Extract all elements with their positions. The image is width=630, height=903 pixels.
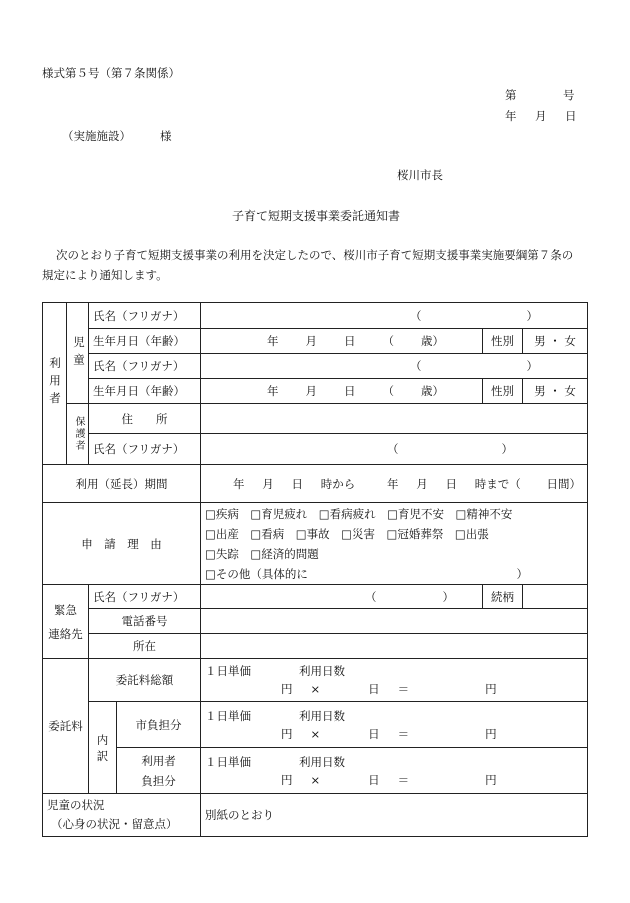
reason-row-1 — [205, 504, 583, 524]
guardian-label-cell: 保護者 — [67, 404, 89, 465]
child-status-label: 児童の状況 （心身の状況・留意点） — [43, 794, 201, 837]
child-label-cell: 児童 — [67, 303, 89, 404]
checkbox-nursing-fatigue[interactable]: □看病疲れ — [318, 506, 376, 521]
fee-total-field[interactable]: １日単価 利用日数 円 × 日 ＝ 円 — [201, 659, 588, 702]
child2-sex-label: 性別 — [483, 379, 523, 404]
body-line-2: 規定により通知します。 — [42, 268, 168, 282]
reason-row-other: □その他（具体的に ） — [205, 564, 583, 584]
doc-no-dai: 第 — [505, 88, 517, 102]
relation-label: 続柄 — [483, 585, 523, 609]
child-birth-label: 生年月日（年齢） — [89, 329, 201, 354]
guardian-name-field[interactable]: （ ） — [201, 434, 588, 465]
location-label: 所在 — [89, 634, 201, 659]
checkbox-illness[interactable]: □疾病 — [205, 506, 239, 521]
period-label: 利用（延長）期間 — [43, 465, 201, 503]
child2-sex-field[interactable]: 男 ・ 女 — [523, 379, 588, 404]
checkbox-childcare-anxiety[interactable]: □育児不安 — [387, 506, 444, 521]
user-label-cell: 利用者 — [43, 303, 67, 465]
reason-row-2 — [205, 524, 583, 544]
emergency-label-cell: 緊急 連絡先 — [43, 585, 89, 659]
sama-label: 様 — [160, 129, 172, 143]
facility-label: （実施施設） — [62, 129, 131, 143]
emergency-name-field[interactable]: （ ） — [201, 585, 483, 609]
guardian-address-label: 住 所 — [89, 404, 201, 434]
document-title: 子育て短期支援事業委託通知書 — [232, 209, 401, 223]
phone-label: 電話番号 — [89, 609, 201, 634]
child-sex-label: 性別 — [483, 329, 523, 354]
child-name-field[interactable]: （ ） — [201, 303, 588, 329]
fee-total-label: 委託料総額 — [89, 659, 201, 702]
breakdown-label-cell: 内訳 — [89, 702, 117, 794]
child2-name-label: 氏名（フリガナ） — [89, 354, 201, 379]
mayor-label: 桜川市長 — [397, 168, 443, 182]
reason-label: 申 請 理 由 — [43, 503, 201, 585]
phone-field[interactable] — [201, 609, 588, 634]
relation-field[interactable] — [523, 585, 588, 609]
checkbox-other[interactable]: □その他（具体的に — [205, 566, 308, 581]
notification-form-table — [42, 302, 588, 837]
reason-row-3 — [205, 544, 583, 564]
date-year: 年 — [505, 109, 517, 123]
reason-field[interactable] — [201, 503, 588, 585]
child-name-label: 氏名（フリガナ） — [89, 303, 201, 329]
date-month: 月 — [535, 109, 547, 123]
checkbox-disappearance[interactable]: □失踪 — [205, 546, 239, 561]
guardian-name-label: 氏名（フリガナ） — [89, 434, 201, 465]
user-share-field[interactable]: １日単価 利用日数 円 × 日 ＝ 円 — [201, 748, 588, 794]
doc-no-go: 号 — [563, 88, 575, 102]
checkbox-childbirth[interactable]: □出産 — [205, 526, 239, 541]
checkbox-mental-anxiety[interactable]: □精神不安 — [455, 506, 513, 521]
checkbox-accident[interactable]: □事故 — [295, 526, 330, 541]
child-sex-field[interactable]: 男 ・ 女 — [523, 329, 588, 354]
form-number: 様式第５号（第７条関係） — [42, 66, 180, 80]
checkbox-ceremony[interactable]: □冠婚葬祭 — [386, 526, 444, 541]
checkbox-economic[interactable]: □経済的問題 — [250, 546, 319, 561]
child-status-field[interactable]: 別紙のとおり — [201, 794, 588, 837]
emergency-name-label: 氏名（フリガナ） — [89, 585, 201, 609]
child-birth-field[interactable]: 年 月 日 （ 歳） — [201, 329, 483, 354]
city-share-label: 市負担分 — [117, 702, 201, 748]
user-share-label: 利用者 負担分 — [117, 748, 201, 794]
checkbox-nursing[interactable]: □看病 — [250, 526, 285, 541]
child2-birth-field[interactable]: 年 月 日 （ 歳） — [201, 379, 483, 404]
checkbox-business-trip[interactable]: □出張 — [454, 526, 489, 541]
child2-name-field[interactable]: （ ） — [201, 354, 588, 379]
period-field[interactable]: 年 月 日 時から 年 月 日 時まで（ 日間） — [201, 465, 588, 503]
fee-label-cell: 委託料 — [43, 659, 89, 794]
checkbox-childcare-fatigue[interactable]: □育児疲れ — [250, 506, 308, 521]
date-day: 日 — [565, 109, 577, 123]
checkbox-disaster[interactable]: □災害 — [341, 526, 375, 541]
child2-birth-label: 生年月日（年齢） — [89, 379, 201, 404]
location-field[interactable] — [201, 634, 588, 659]
guardian-address-field[interactable] — [201, 404, 588, 434]
body-line-1: 次のとおり子育て短期支援事業の利用を決定したので、桜川市子育て短期支援事業実施要綱第７条の — [56, 248, 574, 262]
city-share-field[interactable]: １日単価 利用日数 円 × 日 ＝ 円 — [201, 702, 588, 748]
